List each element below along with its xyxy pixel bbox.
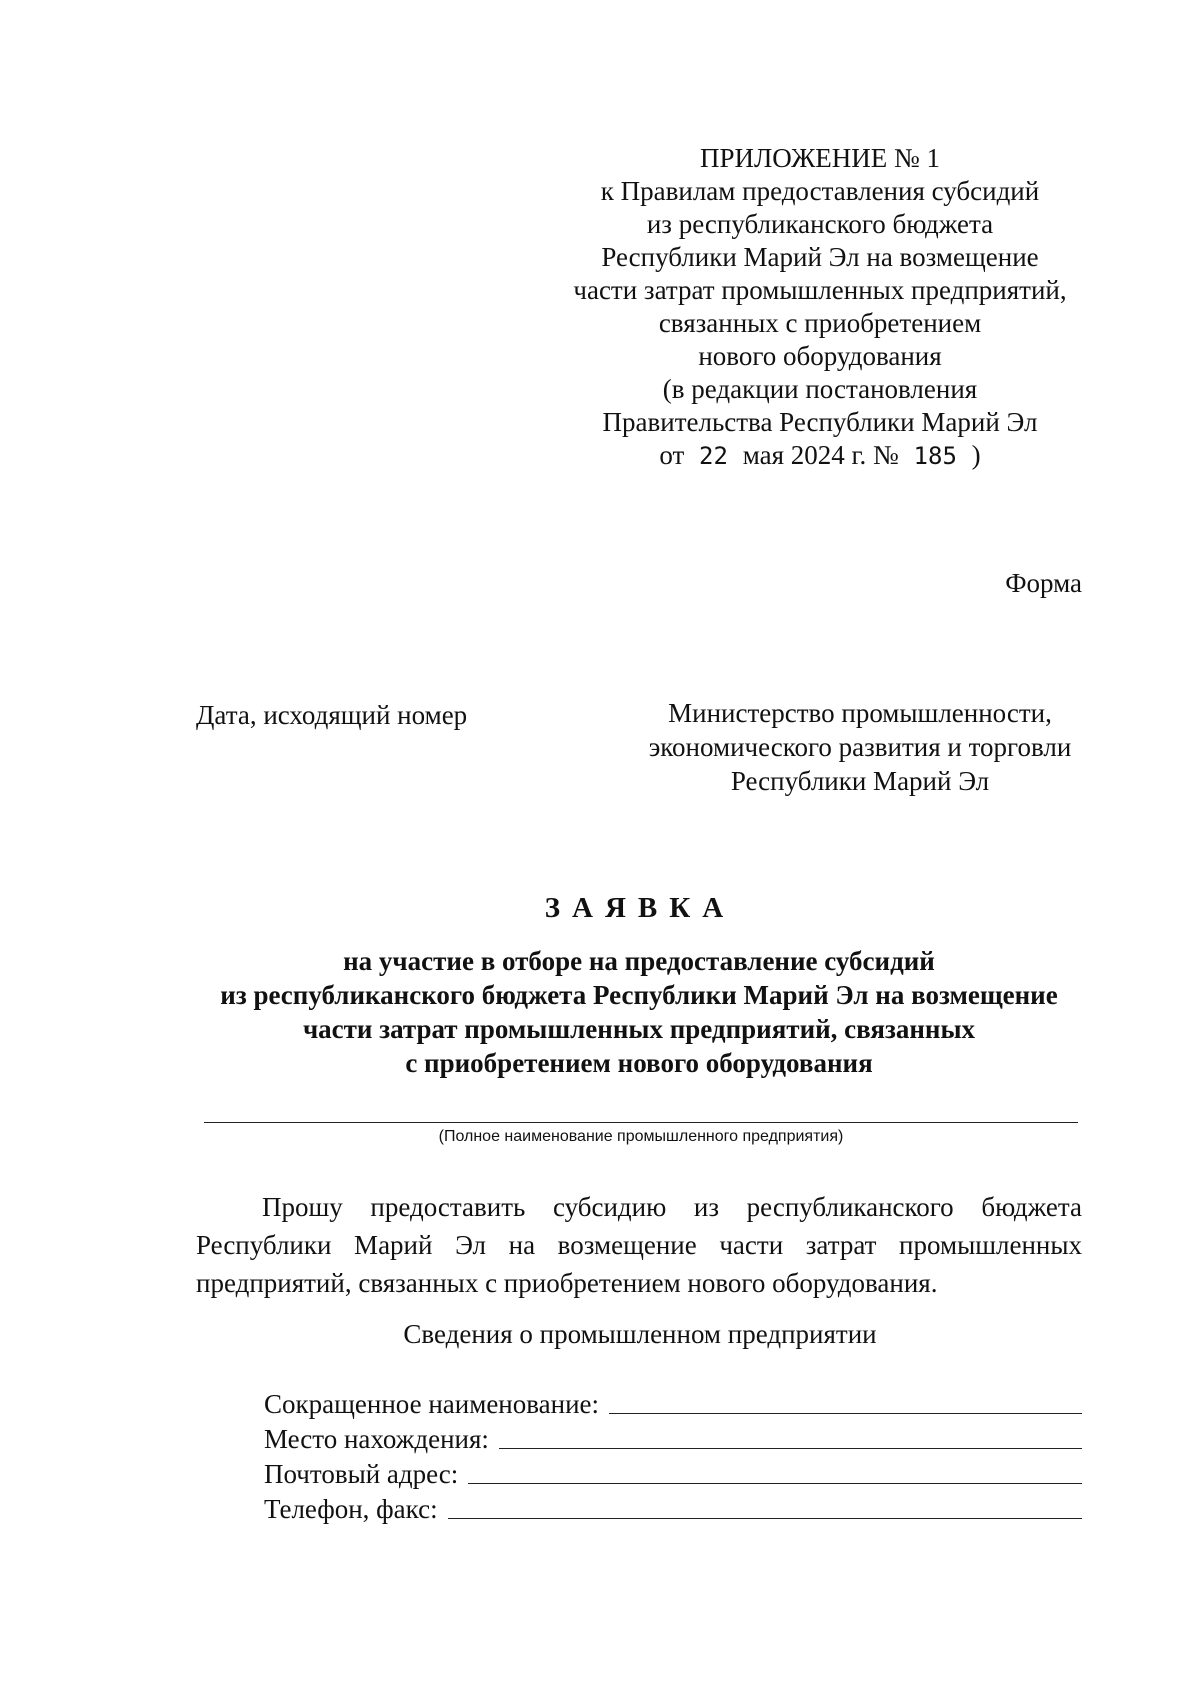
- document-title: ЗАЯВКА: [544, 892, 736, 924]
- annex-line: (в редакции постановления: [662, 374, 978, 404]
- annex-date-line: [520, 439, 1120, 473]
- recipient-block: [620, 696, 1100, 798]
- field-label: Телефон, факс:: [264, 1494, 438, 1524]
- subtitle-line: с приобретением нового оборудования: [405, 1048, 873, 1078]
- request-line: Республики Марий Эл на возмещение части затрат промышленных: [196, 1230, 1082, 1260]
- subtitle-line: части затрат промышленных предприятий, связанных: [302, 1014, 976, 1044]
- annex-header: [520, 142, 1120, 473]
- enterprise-fields: [264, 1385, 1082, 1525]
- date-outgoing-number-label: Дата, исходящий номер: [196, 700, 468, 730]
- annex-date-prefix: от: [659, 440, 685, 470]
- field-phone-fax: [264, 1490, 1082, 1525]
- annex-line: связанных с приобретением: [658, 308, 982, 338]
- annex-date-day: 22: [699, 442, 728, 470]
- form-label: Форма: [1005, 568, 1082, 598]
- field-label: Сокращенное наименование:: [264, 1389, 600, 1419]
- subtitle-line: на участие в отборе на предоставление субсидий: [343, 946, 935, 976]
- field-location: [264, 1420, 1082, 1455]
- field-label: Место нахождения:: [264, 1424, 489, 1454]
- annex-date-rest: мая 2024 г. №: [742, 440, 899, 470]
- subtitle-line: из республиканского бюджета Республики Марий Эл на возмещение: [220, 980, 1058, 1010]
- request-line: предприятий, связанных с приобретением нового оборудования.: [196, 1268, 938, 1298]
- request-paragraph: [196, 1188, 1082, 1302]
- annex-number: 185: [913, 442, 957, 470]
- field-blank-line[interactable]: [468, 1459, 1082, 1484]
- annex-line: нового оборудования: [698, 341, 942, 371]
- fullname-caption: (Полное наименование промышленного предприятия): [438, 1128, 844, 1145]
- field-postal-address: [264, 1455, 1082, 1490]
- annex-title: ПРИЛОЖЕНИЕ № 1: [699, 143, 941, 173]
- annex-line: Республики Марий Эл на возмещение: [601, 242, 1039, 272]
- request-line: Прошу предоставить субсидию из республиканского бюджета: [262, 1192, 1082, 1222]
- document-subtitle: [196, 944, 1082, 1080]
- fullname-blank-line: [204, 1122, 1078, 1123]
- recipient-line: экономического развития и торговли: [648, 732, 1072, 762]
- section-title: Сведения о промышленном предприятии: [403, 1319, 877, 1349]
- annex-close-paren: ): [971, 440, 981, 470]
- recipient-line: Министерство промышленности,: [668, 698, 1052, 728]
- field-short-name: [264, 1385, 1082, 1420]
- annex-line: из республиканского бюджета: [646, 209, 994, 239]
- annex-line: части затрат промышленных предприятий,: [573, 275, 1067, 305]
- field-blank-line[interactable]: [499, 1424, 1082, 1449]
- annex-line: к Правилам предоставления субсидий: [600, 176, 1040, 206]
- field-blank-line[interactable]: [609, 1389, 1082, 1414]
- recipient-line: Республики Марий Эл: [730, 766, 990, 796]
- field-blank-line[interactable]: [448, 1494, 1082, 1519]
- annex-line: Правительства Республики Марий Эл: [602, 407, 1038, 437]
- field-label: Почтовый адрес:: [264, 1459, 459, 1489]
